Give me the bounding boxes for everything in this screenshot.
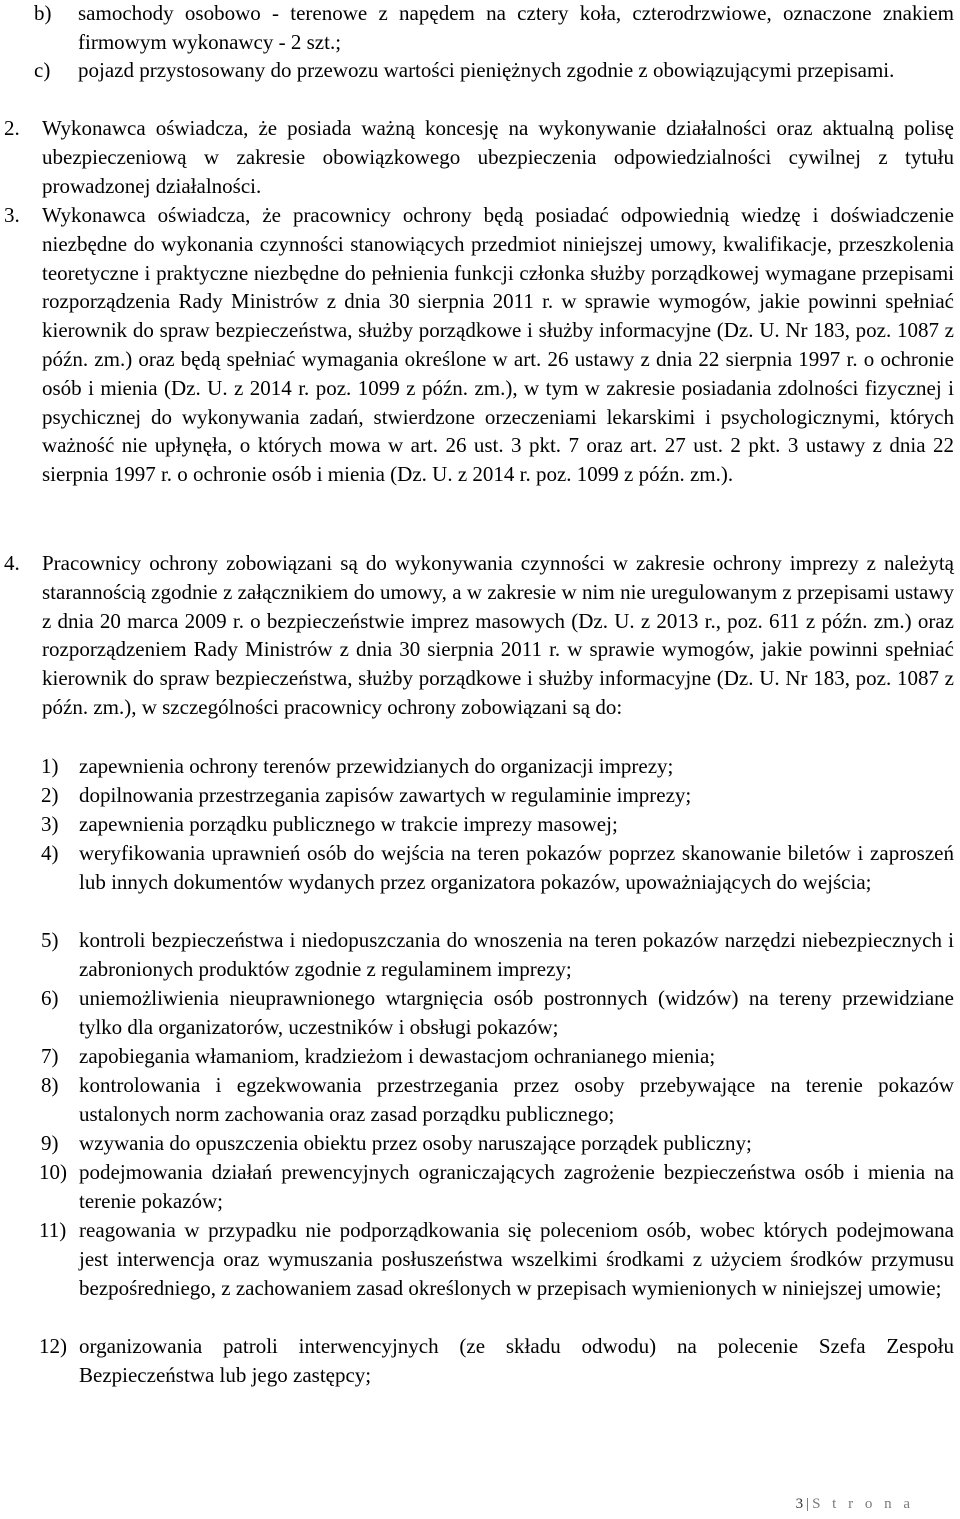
duty-number: 5)	[41, 928, 59, 952]
duty-number: 10)	[39, 1160, 67, 1184]
duty-text: dopilnowania przestrzegania zapisów zawartych w regulaminie imprezy;	[79, 783, 692, 807]
duty-number: 8)	[41, 1073, 59, 1097]
list-item-b	[34, 0, 954, 57]
duty-text: kontrolowania i egzekwowania przestrzegania przez osoby przebywające na terenie pokazów ustalonych norm zachowania oraz zasad porządku publicznego;	[79, 1073, 954, 1126]
section-number: 3.	[4, 203, 20, 227]
duty-number: 6)	[41, 986, 59, 1010]
duty-item-5	[41, 926, 954, 984]
section-text: Pracownicy ochrony zobowiązani są do wykonywania czynności w zakresie ochrony imprezy z należytą starannością zgodnie z załącznikiem do umowy, a w zakresie w nim nie uregulowanym z przepisami ustawy z dnia 20 marca 2009 r. o bezpieczeństwie imprez masowych (Dz. U. z 2013 r., poz. 611 z późn. zm.) oraz rozporządzeniem Rady Ministrów z dnia 30 sierpnia 2011 r. w sprawie wymogów, jakie powinni spełniać kierownik do spraw bezpieczeństwa, służby porządkowe i służby informacyjne (Dz. U. Nr 183, poz. 1087 z późn. zm.), w szczególności pracownicy ochrony zobowiązani są do:	[42, 551, 954, 719]
duty-number: 4)	[41, 841, 59, 865]
duty-text: uniemożliwienia nieuprawnionego wtargnięcia osób postronnych (widzów) na tereny przewidziane tylko dla organizatorów, uczestników i obsługi pokazów;	[79, 986, 954, 1039]
duty-item-10	[39, 1158, 954, 1216]
duty-item-2	[41, 781, 954, 810]
duty-text: wzywania do opuszczenia obiektu przez osoby naruszające porządek publiczny;	[79, 1131, 752, 1155]
section-number: 4.	[4, 551, 20, 575]
duty-item-4	[41, 839, 954, 897]
page-number: 3	[795, 1496, 805, 1512]
duty-text: zapewnienia ochrony terenów przewidzianych do organizacji imprezy;	[79, 754, 674, 778]
footer-label: S t r o n a	[812, 1496, 914, 1512]
item-number: c)	[34, 58, 51, 82]
duty-text: zapewnienia porządku publicznego w trakcie imprezy masowej;	[79, 812, 618, 836]
page-footer	[796, 1490, 914, 1519]
duty-number: 7)	[41, 1044, 59, 1068]
duty-item-1	[41, 752, 954, 781]
duty-text: weryfikowania uprawnień osób do wejścia na teren pokazów poprzez skanowanie biletów i zaproszeń lub innych dokumentów wydanych przez organizatora pokazów, upoważniających do wejścia;	[79, 841, 954, 894]
section-2	[4, 114, 954, 200]
duty-item-7	[41, 1042, 954, 1071]
footer-separator: |	[806, 1496, 811, 1512]
section-3	[4, 201, 954, 489]
section-text: Wykonawca oświadcza, że pracownicy ochrony będą posiadać odpowiednią wiedzę i doświadczenie niezbędne do wykonania czynności stanowiących przedmiot niniejszej umowy, kwalifikacje, przeszkolenia teoretyczne i praktyczne niezbędne do pełnienia funkcji członka służby porządkowej wymagane przepisami rozporządzenia Rady Ministrów z dnia 30 sierpnia 2011 r. w sprawie wymogów, jakie powinni spełniać kierownik do spraw bezpieczeństwa, służby porządkowe i służby informacyjne (Dz. U. Nr 183, poz. 1087 z późn. zm.) oraz będą spełniać wymagania określone w art. 26 ustawy z dnia 22 sierpnia 1997 r. o ochronie osób i mienia (Dz. U. z 2014 r. poz. 1099 z późn. zm.), w tym w zakresie posiadania zdolności fizycznej i psychicznej do wykonywania zadań, stwierdzone orzeczeniami lekarskimi i psychologicznymi, których ważność nie upłynęła, o których mowa w art. 26 ust. 3 pkt. 7 oraz art. 27 ust. 2 pkt. 3 ustawy z dnia 22 sierpnia 1997 r. o ochronie osób i mienia (Dz. U. z 2014 r. poz. 1099 z późn. zm.).	[42, 203, 954, 487]
item-text: samochody osobowo - terenowe z napędem na cztery koła, czterodrzwiowe, oznaczone znakiem firmowym wykonawcy - 2 szt.;	[78, 1, 954, 54]
duty-item-6	[41, 984, 954, 1042]
duty-text: organizowania patroli interwencyjnych (ze składu odwodu) na polecenie Szefa Zespołu Bezpieczeństwa lub jego zastępcy;	[79, 1334, 954, 1387]
duty-item-3	[41, 810, 954, 839]
duty-item-11	[39, 1216, 954, 1302]
section-4	[4, 549, 954, 722]
duty-text: reagowania w przypadku nie podporządkowania się poleceniom osób, wobec których podejmowana jest interwencja oraz wymuszania posłuszeństwa wszelkimi środkami z użyciem środków przymusu bezpośredniego, z zachowaniem zasad określonych w przepisach wymienionych w niniejszej umowie;	[79, 1218, 954, 1300]
duty-number: 11)	[39, 1218, 67, 1242]
duty-text: zapobiegania włamaniom, kradzieżom i dewastacjom ochranianego mienia;	[79, 1044, 716, 1068]
duty-number: 1)	[41, 754, 59, 778]
section-text: Wykonawca oświadcza, że posiada ważną koncesję na wykonywanie działalności oraz aktualną polisę ubezpieczeniową w zakresie obowiązkowego ubezpieczenia odpowiedzialności cywilnej z tytułu prowadzonej działalności.	[42, 116, 954, 198]
duty-number: 2)	[41, 783, 59, 807]
duty-item-9	[41, 1129, 954, 1158]
item-number: b)	[34, 1, 52, 25]
section-number: 2.	[4, 116, 20, 140]
duty-number: 9)	[41, 1131, 59, 1155]
duty-text: podejmowania działań prewencyjnych ograniczających zagrożenie bezpieczeństwa osób i mienia na terenie pokazów;	[79, 1160, 954, 1213]
duty-item-8	[41, 1071, 954, 1129]
duty-text: kontroli bezpieczeństwa i niedopuszczania do wnoszenia na teren pokazów narzędzi niebezpiecznych i zabronionych produktów zgodnie z regulaminem imprezy;	[79, 928, 954, 981]
list-item-c	[34, 56, 954, 85]
duty-item-12	[39, 1332, 954, 1390]
item-text: pojazd przystosowany do przewozu wartości pieniężnych zgodnie z obowiązującymi przepisami.	[78, 58, 895, 82]
duty-number: 12)	[39, 1334, 67, 1358]
duty-number: 3)	[41, 812, 59, 836]
